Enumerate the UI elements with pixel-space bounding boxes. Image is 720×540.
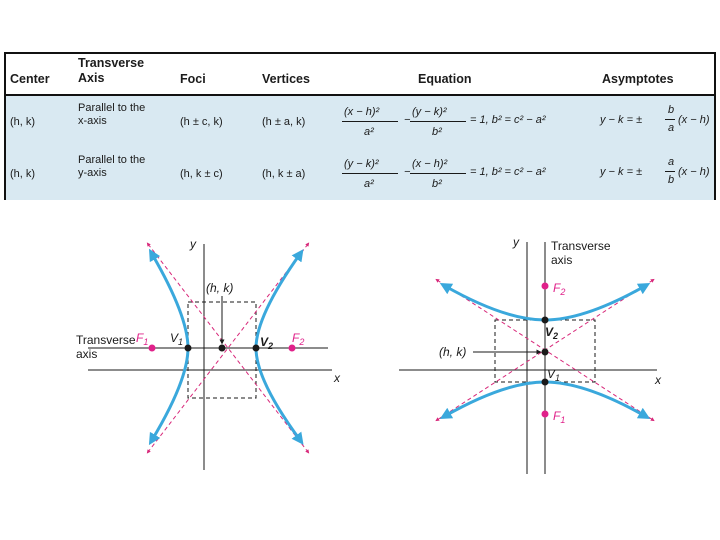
- focus-label-2: $F_2$: [292, 331, 305, 347]
- x-axis-label: x: [655, 373, 661, 387]
- y-axis-label: y: [190, 237, 196, 251]
- vertex-point-2: [253, 345, 260, 352]
- y-axis-label: y: [513, 235, 519, 249]
- equation-numerator-2: (y − k)²: [412, 106, 447, 118]
- transverse-axis-label: axis: [76, 347, 98, 361]
- vertex-point-2: [542, 317, 549, 324]
- vertex-label-1: $V_1$: [170, 331, 184, 347]
- focus-point-1: [149, 345, 156, 352]
- focus-label-1: $F_1$: [136, 331, 149, 347]
- table-header-row: [6, 54, 714, 96]
- vertex-label-2: $V_2$: [545, 325, 559, 341]
- cell-vertices: (h ± a, k): [262, 116, 306, 128]
- right-hyperbola-graph: [395, 230, 685, 480]
- focus-label-1: $F_1$: [553, 409, 566, 425]
- transverse-axis-label: Transverse: [76, 333, 136, 347]
- equation-rest: = 1, b² = c² − a²: [470, 166, 546, 178]
- x-axis-label: x: [334, 371, 340, 385]
- fraction-bar: [342, 173, 398, 174]
- header-transverse-axis: Transverse Axis: [78, 56, 145, 85]
- asymptote-lhs: y − k = ±: [600, 114, 643, 126]
- hyperbola-branch-left: [152, 254, 188, 440]
- transverse-axis-label: Transverse: [551, 239, 611, 253]
- header-foci: Foci: [180, 72, 206, 86]
- cell-foci: (h, k ± c): [180, 168, 223, 180]
- hyperbola-table: [4, 52, 716, 200]
- header-vertices: Vertices: [262, 72, 310, 86]
- vertex-label-1: $V_1$: [547, 367, 561, 383]
- header-asymptotes: Asymptotes: [602, 72, 674, 86]
- cell-foci: (h ± c, k): [180, 116, 223, 128]
- asymptote-rhs: (x − h): [678, 166, 710, 178]
- asymptote-numerator: b: [668, 104, 675, 116]
- asymptote-denominator: b: [668, 174, 675, 186]
- focus-label-2: $F_2$: [553, 281, 566, 297]
- vertex-label-2: $V_2$: [260, 335, 274, 351]
- fraction-bar: [342, 121, 398, 122]
- equation-numerator-1: (x − h)²: [344, 106, 380, 118]
- center-point: [542, 349, 549, 356]
- asymptote-denominator: a: [668, 122, 675, 134]
- transverse-axis-label: axis: [551, 253, 573, 267]
- center-label: (h, k): [439, 345, 467, 359]
- fraction-bar: [665, 119, 675, 120]
- cell-transverse-axis: Parallel to the y-axis: [78, 154, 146, 179]
- equation-numerator-2: (x − h)²: [412, 158, 448, 170]
- fraction-bar: [665, 171, 675, 172]
- equation-numerator-1: (y − k)²: [344, 158, 379, 170]
- cell-transverse-axis: Parallel to the x-axis: [78, 102, 146, 127]
- equation-denominator-2: b²: [432, 178, 442, 190]
- equation-denominator-1: a²: [364, 126, 374, 138]
- vertex-point-1: [185, 345, 192, 352]
- asymptote-numerator: a: [668, 156, 675, 168]
- header-equation: Equation: [418, 72, 472, 86]
- left-hyperbola-graph: [60, 230, 360, 480]
- minus-sign: −: [404, 114, 411, 126]
- equation-denominator-1: a²: [364, 178, 374, 190]
- fraction-bar: [410, 121, 466, 122]
- cell-center: (h, k): [10, 116, 36, 128]
- table-row: [6, 96, 714, 149]
- equation-rest: = 1, b² = c² − a²: [470, 114, 546, 126]
- asymptote-rhs: (x − h): [678, 114, 710, 126]
- focus-point-2: [289, 345, 296, 352]
- equation-denominator-2: b²: [432, 126, 442, 138]
- focus-point-1: [542, 411, 549, 418]
- asymptote-lhs: y − k = ±: [600, 166, 643, 178]
- table-row: [6, 148, 714, 200]
- center-point: [219, 345, 226, 352]
- minus-sign: −: [404, 166, 411, 178]
- center-label: (h, k): [206, 281, 234, 295]
- cell-vertices: (h, k ± a): [262, 168, 306, 180]
- header-center: Center: [10, 72, 50, 86]
- focus-point-2: [542, 283, 549, 290]
- cell-center: (h, k): [10, 168, 36, 180]
- fraction-bar: [410, 173, 466, 174]
